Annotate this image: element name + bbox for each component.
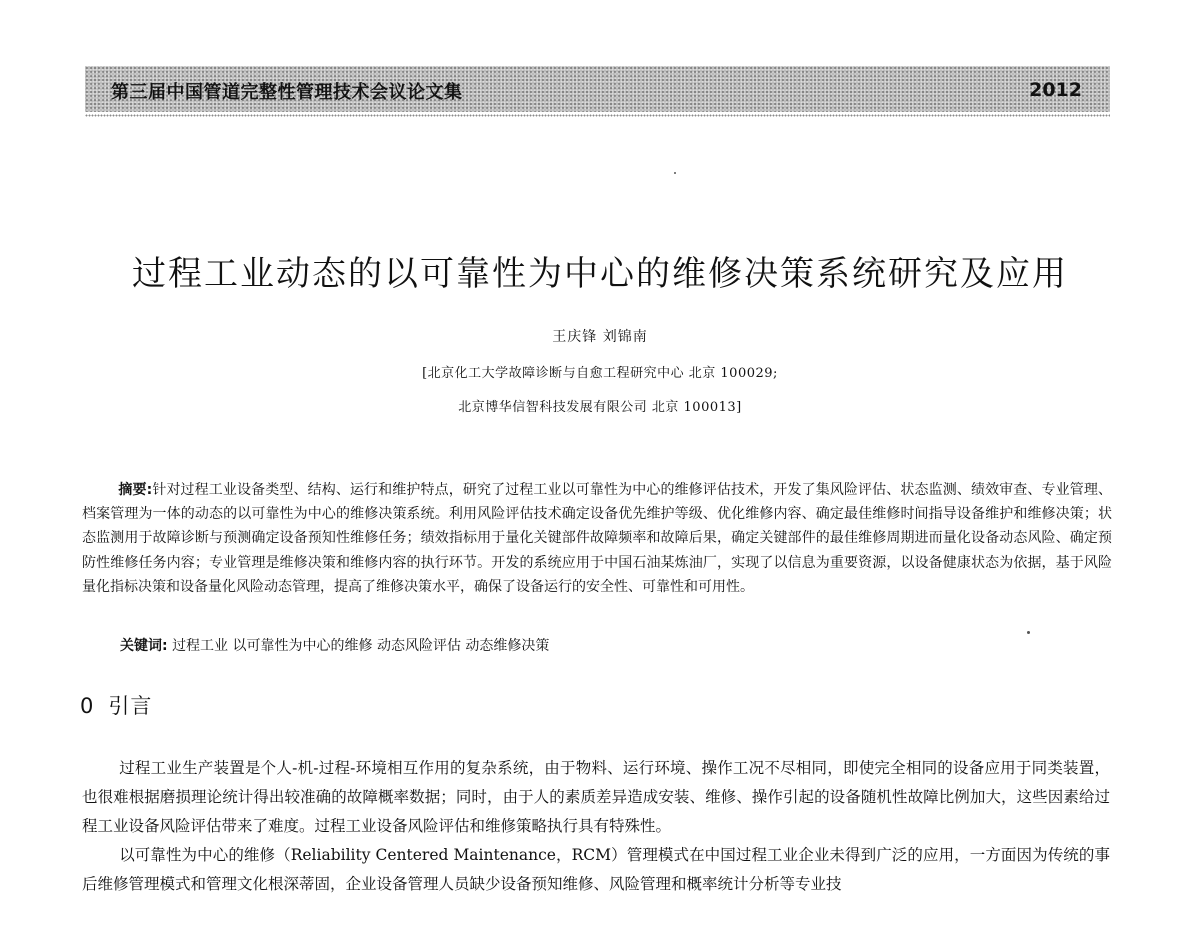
- abstract-text: 针对过程工业设备类型、结构、运行和维护特点，研究了过程工业以可靠性为中心的维修评估技术，开发了集风险评估、状态监测、绩效审查、专业管理、档案管理为一体的动态的以可靠性为中心的维修决策系统。利用风险评估技术确定设备优先维护等级、优化维修内容、确定最佳维修时间指导设备维护和维修决策；状态监测用于故障诊断与预测确定设备预知性维修任务；绩效指标用于量化关键部件故障频率和故障后果，确定关键部件的最佳维修周期进而量化设备动态风险、确定预防性维修任务内容；专业管理是维修决策和维修内容的执行环节。开发的系统应用于中国石油某炼油厂，实现了以信息为重要资源，以设备健康状态为依据，基于风险量化指标决策和设备量化风险动态管理，提高了维修决策水平，确保了设备运行的安全性、可靠性和可用性。: [82, 482, 1112, 595]
- section-heading-introduction: [80, 690, 152, 720]
- header-year: 2012: [1029, 79, 1082, 101]
- keywords-label: 关键词:: [120, 638, 168, 654]
- affiliation-line-2: 北京博华信智科技发展有限公司 北京 100013]: [458, 400, 742, 415]
- section-title: 引言: [108, 694, 153, 718]
- affiliation-line-1: [北京化工大学故障诊断与自愈工程研究中心 北京 100029;: [422, 366, 778, 381]
- keywords-block: [120, 634, 549, 658]
- abstract-block: [82, 478, 1112, 599]
- abstract-label: 摘要:: [118, 482, 153, 498]
- header-divider: [85, 114, 1110, 117]
- paper-authors: 王庆锋 刘锦南: [552, 329, 648, 345]
- proceedings-header-band: [85, 66, 1110, 112]
- scan-speck: [1027, 631, 1030, 634]
- intro-paragraph-1: 过程工业生产装置是个人-机-过程-环境相互作用的复杂系统，由于物料、运行环境、操作工况不尽相同，即使完全相同的设备应用于同类装置，也很难根据磨损理论统计得出较准确的故障概率数据；同时，由于人的素质差异造成安装、维修、操作引起的设备随机性故障比例加大，这些因素给过程工业设备风险评估带来了难度。过程工业设备风险评估和维修策略执行具有特殊性。: [82, 759, 1110, 835]
- section-number: 0: [80, 694, 95, 718]
- introduction-body: [82, 754, 1110, 899]
- paper-title: 过程工业动态的以可靠性为中心的维修决策系统研究及应用: [132, 254, 1068, 294]
- conference-title: 第三届中国管道完整性管理技术会议论文集: [111, 82, 463, 103]
- intro-paragraph-2: 以可靠性为中心的维修（Reliability Centered Maintenance，RCM）管理模式在中国过程工业企业未得到广泛的应用，一方面因为传统的事后维修管理模式和管理文化根深蒂固，企业设备管理人员缺少设备预知维修、风险管理和概率统计分析等专业技: [82, 846, 1110, 893]
- keywords-text: 过程工业 以可靠性为中心的维修 动态风险评估 动态维修决策: [172, 638, 550, 654]
- scan-speck: [674, 172, 676, 174]
